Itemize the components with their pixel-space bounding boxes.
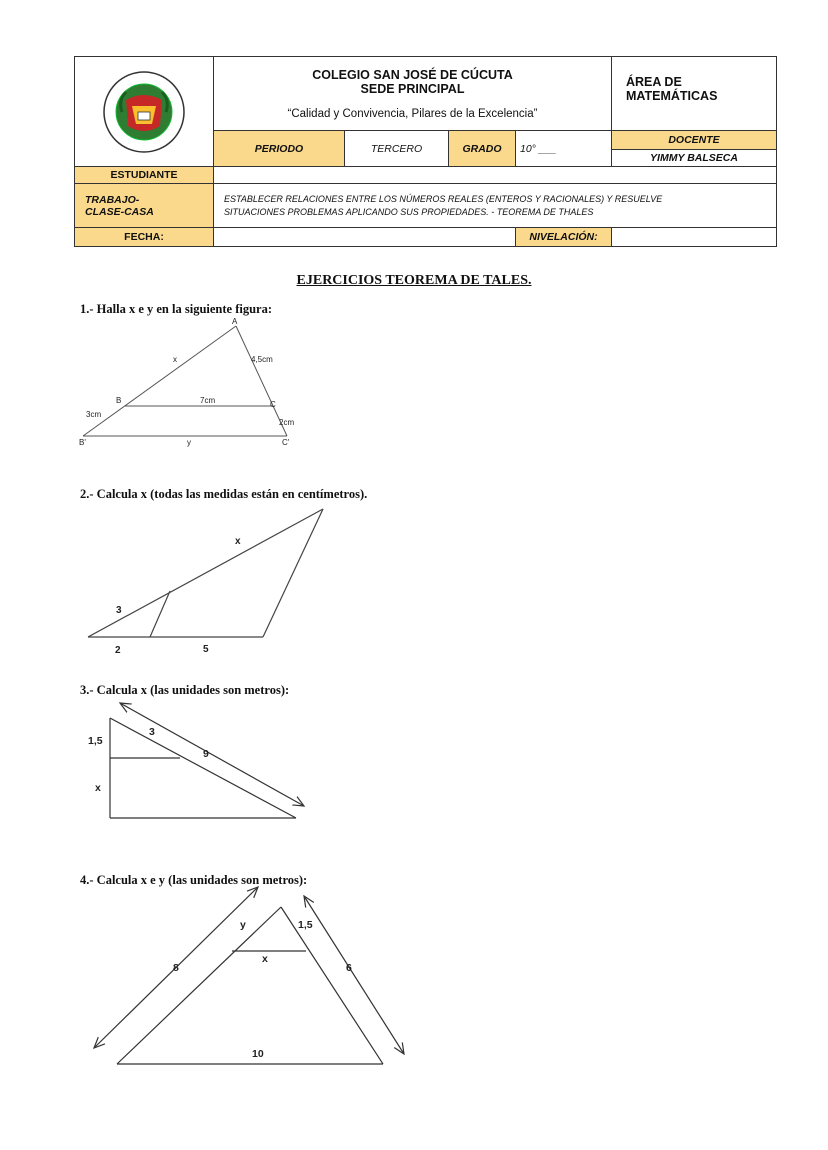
f3-label-9: 9: [203, 748, 209, 760]
f1-label-b2: B': [79, 438, 86, 447]
f2-hypotenuse: [88, 509, 323, 637]
question-1: 1.- Halla x e y en la siguiente figura:: [80, 302, 272, 316]
figure-3: [110, 703, 304, 818]
school-branch: SEDE PRINCIPAL: [360, 81, 465, 96]
f3-label-15: 1,5: [88, 735, 103, 747]
f4-right-side: [281, 907, 383, 1064]
f2-label-x: x: [235, 536, 241, 547]
f1-label-ac: 4,5cm: [251, 355, 273, 364]
f1-label-b: B: [116, 396, 122, 405]
f4-label-y: y: [240, 919, 246, 931]
docente-name: YIMMY BALSECA: [612, 150, 777, 167]
figure-1: [83, 326, 287, 436]
f1-label-bb: 3cm: [86, 410, 102, 419]
f2-label-2: 2: [115, 645, 121, 656]
f1-label-y: y: [187, 438, 191, 447]
area-title: ÁREA DE MATEMÁTICAS: [626, 75, 718, 103]
f4-label-6: 6: [346, 962, 352, 974]
trabajo-label-line1: TRABAJO-: [85, 193, 140, 206]
school-name: COLEGIO SAN JOSÉ DE CÚCUTA: [312, 67, 513, 82]
f1-label-c2: C': [282, 438, 290, 447]
f4-left-side: [117, 907, 281, 1064]
grado-label: GRADO: [449, 131, 516, 167]
estudiante-label: ESTUDIANTE: [75, 167, 214, 184]
f4-label-x: x: [262, 953, 268, 965]
trabajo-line2: SITUACIONES PROBLEMAS APLICANDO SUS PROPIEDADES. - TEOREMA DE THALES: [224, 206, 594, 217]
f4-label-10: 10: [252, 1048, 264, 1060]
f4-label-8: 8: [173, 962, 179, 974]
grado-value: 10° ___: [516, 131, 612, 167]
page-title: EJERCICIOS TEOREMA DE TALES.: [296, 273, 532, 288]
f2-label-3: 3: [116, 605, 122, 616]
question-2: 2.- Calcula x (todas las medidas están en centímetros).: [80, 487, 368, 501]
trabajo-label-line2: CLASE-CASA: [85, 205, 154, 218]
school-motto: “Calidad y Convivencia, Pilares de la Excelencia”: [287, 107, 538, 120]
docente-label: DOCENTE: [612, 131, 777, 150]
f3-hypotenuse: [110, 718, 296, 818]
f1-side-ab: [83, 326, 236, 436]
f4-right-arrow: [304, 896, 404, 1054]
f1-label-a: A: [232, 317, 238, 326]
fecha-label: FECHA:: [75, 228, 214, 247]
figure-4: [94, 887, 404, 1064]
f2-label-5: 5: [203, 644, 209, 655]
f3-label-x: x: [95, 782, 101, 794]
trabajo-line1: ESTABLECER RELACIONES ENTRE LOS NÚMEROS REALES (ENTEROS Y RACIONALES) Y RESUELVE: [224, 193, 663, 204]
f1-label-x: x: [173, 355, 177, 364]
f4-label-15: 1,5: [298, 919, 313, 931]
f1-label-cc: 2cm: [279, 418, 295, 427]
f2-right-side: [263, 509, 323, 637]
periodo-value: TERCERO: [345, 131, 449, 167]
f3-label-3: 3: [149, 726, 155, 738]
f1-label-c: C: [270, 400, 276, 409]
question-4: 4.- Calcula x e y (las unidades son metros):: [80, 873, 308, 887]
f1-label-bc: 7cm: [200, 396, 216, 405]
figure-2: [88, 509, 323, 637]
nivelacion-label: NIVELACIÓN:: [516, 228, 612, 247]
question-3: 3.- Calcula x (las unidades son metros):: [80, 683, 290, 697]
periodo-label: PERIODO: [214, 131, 345, 167]
f3-dimension-arrow: [120, 703, 304, 806]
